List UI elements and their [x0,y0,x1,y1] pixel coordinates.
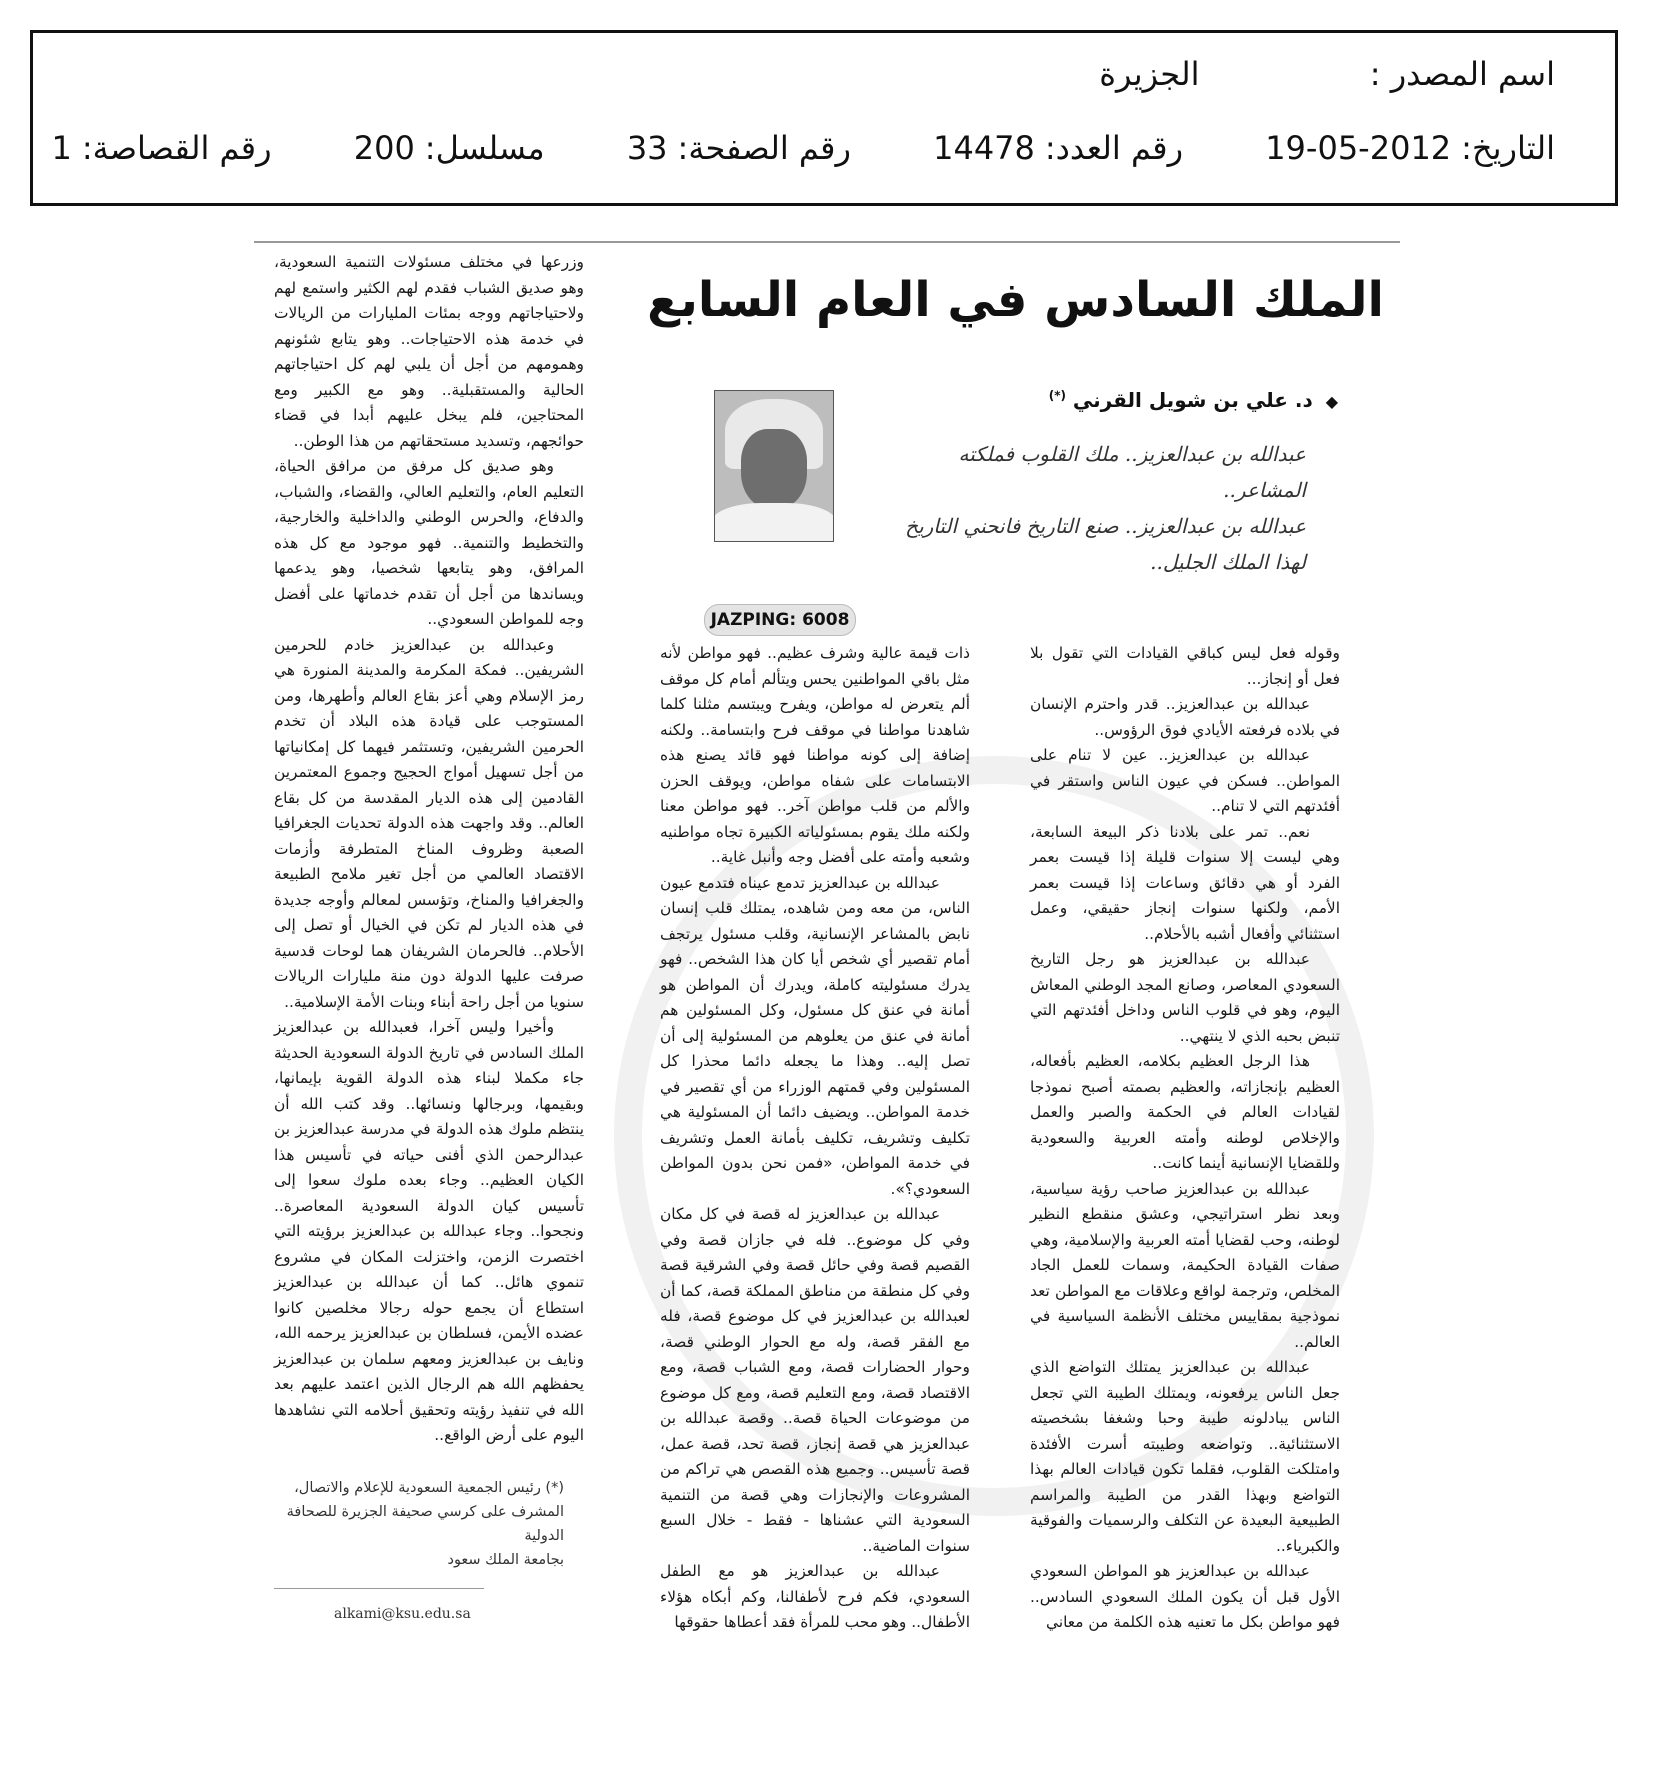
article-column-3 [274,250,584,1449]
paragraph: هذا الرجل العظيم بكلامه، العظيم بأفعاله، العظيم بإنجازاته، والعظيم بصمته أصبح نموذجا لقيادات العالم في الحكمة والصبر والعمل والإخلاص لوطنه وأمته العربية والسعودية وللقضايا الإنسانية أينما كانت.. [1030,1052,1340,1172]
paragraph: نعم.. تمر على بلادنا ذكر البيعة السابعة، وهي ليست إلا سنوات قليلة إذا قيست بعمر الفرد أو هي دقائق وساعات إذا قيست بعمر الأمم، ولكنها سنوات إنجاز حقيقي، وعمل استثنائي وأفعال أشبه بالأحلام.. [1030,822,1340,943]
newspaper-clipping [254,236,1400,1771]
footnote-line: بجامعة الملك سعود [447,1552,564,1568]
article-intro [886,436,1306,580]
article-title: الملك السادس في العام السابع [647,272,1384,328]
paragraph: ذات قيمة عالية وشرف عظيم.. فهو مواطن لأنه مثل باقي المواطنين يحس ويتألم أمام كل موقف ألم يتعرض له مواطن، ويفرح ويبتسم مثلنا كلما شاهدنا مواطنا في موقف فرح وابتسامة.. ولكنه إضافة إلى كونه مواطنا فهو قائد يصنع هذه الابتسامات على شفاه مواطن، ويوقف الحزن والألم من قلب مواطن آخر.. فهو مواطن معنا ولكنه ملك يقوم بمسئولياته الكبيرة تجاه مواطنيه وشعبه وأمته على أفضل وجه وأنبل غاية.. [660,644,970,866]
page-value: 33 [626,129,668,167]
page-item [627,129,851,167]
paragraph: عبدالله بن عبدالعزيز هو المواطن السعودي الأول قبل أن يكون الملك السعودي السادس.. فهو مواطن بكل ما تعنيه هذه الكلمة من معاني [1030,1562,1340,1631]
source-value: الجزيرة [1099,55,1200,93]
details-line [51,129,1555,167]
paragraph: وعبدالله بن عبدالعزيز خادم للحرمين الشريفين.. فمكة المكرمة والمدينة المنورة هي رمز الإسلام وهي أعز بقاع العالم وأطهرها، ومن المستوجب على قيادة هذه البلاد أن تخدم الحرمين الشريفين، وتستثمر فيهما كل إمكانياتها من أجل تسهيل أمواج الحجيج وجموع المعتمرين القادمين إلى هذه الديار المقدسة من كل بقاع العالم.. وقد واجهت هذه الدولة تحديات الجغرافيا الصعبة وظروف المناخ المتطرفة وأزمات الاقتصاد العالمي من أجل تغير ملامح الطبيعة والجغرافيا والمناخ، وتؤسس لمعالم وأوجه جديدة في هذه الديار لم تكن في الخيال أو تصل إلى الأحلام.. فالحرمان الشريفان هما لوحات قدسية صرفت عليها الدولة دون منة مليارات الريالات سنويا من أجل راحة أبناء وبنات الأمة الإسلامية.. [274,635,584,1011]
diamond-icon: ◆ [1325,392,1338,411]
paragraph: عبدالله بن عبدالعزيز هو مع الطفل السعودي، فكم فرح لأطفالنا، وكم أبكاه هؤلاء الأطفال.. وهو محب للمرأة فقد أعطاها حقوقها [660,1562,970,1631]
source-item [1099,55,1555,93]
top-rule [254,241,1400,243]
author-name: د. علي بن شويل القرني [1072,388,1313,412]
jazping-badge: JAZPING: 6008 [704,604,856,636]
author-email: alkami@ksu.edu.sa [334,1606,471,1622]
paragraph: عبدالله بن عبدالعزيز تدمع عيناه فتدمع عيون الناس، من معه ومن شاهده، يمتلك قلب إنسان نابض بالمشاعر الإنسانية، وقلب مسئول يرتجف أمام تقصير أي شخص أيا كان هذا الشخص.. فهو يدرك مسئوليته كاملة، ويدرك أن المواطن هو أمانة في عنق كل مسئول، وكل المسئولين هم أمانة في عنق من يعلوهم من المسئولية إلى أن تصل إليه.. وهذا ما يجعله دائما محذرا كل المسئولين وفي قمتهم الوزراء من أي تقصير في خدمة المواطن.. ويضيف دائما أن المسئولية هي تكليف وتشريف، تكليف بأمانة العمل وتشريف في خدمة المواطن، «فمن نحن بدون المواطن السعودي؟». [660,873,970,1198]
paragraph: عبدالله بن عبدالعزيز يمتلك التواضع الذي جعل الناس يرفعونه، ويمتلك الطيبة التي تجعل الناس يبادلونه طيبة وحبا وشغفا بشخصيته الاستثنائية.. وتواضعه وطيبته أسرت الأفئدة وامتلكت القلوب، فقلما تكون قيادات العالم بهذا التواضع وبهذا القدر من الطيبة والمراسم الطبيعية البعيدة عن التكلف والرسميات والفوقية والكبرياء.. [1030,1358,1340,1555]
serial-label: مسلسل: [424,129,545,167]
footnote-line: المشرف على كرسي صحيفة الجزيرة للصحافة الدولية [286,1504,564,1544]
paragraph: عبدالله بن عبدالعزيز له قصة في كل مكان وفي كل موضوع.. فله في جازان قصة وفي القصيم قصة وفي حائل قصة وفي الشرقية قصة وفي كل منطقة من مناطق المملكة قصة، كما أن لعبدالله بن عبدالعزيز في كل موضوع قصة، فله مع الفقر قصة، وله مع الحوار الوطني قصة، وحوار الحضارات قصة، ومع الشباب قصة، ومع الاقتصاد قصة، ومع التعليم قصة، ومع كل موضوع من موضوعات الحياة قصة.. وقصة عبدالله بن عبدالعزيز هي قصة إنجاز، قصة تحد، قصة عمل، قصة تأسيس.. وجميع هذه القصص هي تراكم من المشروعات والإنجازات وهي قصة من التنمية السعودية التي عشناها - فقط - خلال السبع سنوات الماضية.. [660,1205,970,1555]
serial-value: 200 [353,129,415,167]
source-line [93,55,1555,93]
issue-item [933,129,1183,167]
author-photo [714,390,834,542]
paragraph: وهو صديق كل مرفق من مرافق الحياة، التعليم العام، والتعليم العالي، والقضاء، والشباب، والدفاع، والحرس الوطني والداخلية والخارجية، والتخطيط والتنمية.. فهو موجود مع كل هذه المرافق، وهو يتابعها شخصيا، وهو يدعمها ويساندها من أجل أن تقدم خدماتها على أفضل وجه للمواطن السعودي.. [274,457,584,628]
source-label: اسم المصدر : [1369,55,1555,93]
serial-item [354,129,545,167]
article-column-1 [1030,641,1340,1636]
page-label: رقم الصفحة: [677,129,851,167]
author-mark: (*) [1048,388,1066,403]
shoulders-shape [714,503,834,542]
metadata-box [30,30,1618,206]
author-footnote [274,1476,564,1572]
issue-label: رقم العدد: [1044,129,1184,167]
article-column-2 [660,641,970,1636]
paragraph: عبدالله بن عبدالعزيز صاحب رؤية سياسية، وبعد نظر استراتيجي، وعشق منقطع النظير لوطنه، وحب لقضايا أمته العربية والإسلامية، وهي صفات القيادة الحكيمة، وسمات للعمل الجاد المخلص، وترجمة لواقع وعلاقات مع المواطن تعد نموذجية بمقاييس مختلف الأنظمة السياسية في العالم.. [1030,1179,1340,1351]
paragraph: عبدالله بن عبدالعزيز هو رجل التاريخ السعودي المعاصر، وصانع المجد الوطني المعاش اليوم، وهو في قلوب الناس وداخل أفئدتهم التي تنبض بحبه الذي لا ينتهي.. [1030,950,1340,1045]
paragraph: عبدالله بن عبدالعزيز.. قدر واحترم الإنسان في بلاده فرفعته الأيادي فوق الرؤوس.. [1030,695,1340,739]
footnote-line: (*) رئيس الجمعية السعودية للإعلام والاتصال، [294,1480,564,1496]
intro-line-2: عبدالله بن عبدالعزيز.. صنع التاريخ فانحني التاريخ لهذا الملك الجليل.. [905,514,1306,574]
byline [1049,388,1338,412]
clip-value: 1 [51,129,72,167]
intro-line-1: عبدالله بن عبدالعزيز.. ملك القلوب فملكته المشاعر.. [958,442,1306,502]
date-label: التاريخ: [1461,129,1555,167]
date-item [1265,129,1555,167]
clip-label: رقم القصاصة: [81,129,272,167]
date-value: 2012-05-19 [1265,129,1452,167]
paragraph: وقوله فعل ليس كباقي القيادات التي تقول بلا فعل أو إنجاز... [1030,644,1340,688]
paragraph: وزرعها في مختلف مسئولات التنمية السعودية، وهو صديق الشباب فقدم لهم الكثير واستمع لهم ولاحتياجاتهم ووجه بمئات المليارات من الريالات في خدمة هذه الاحتياجات.. وهو يتابع شئونهم وهمومهم من أجل أن يلبي لهم كل احتياجاتهم الحالية والمستقبلية.. وهو مع الكبير ومع المحتاجين، فلم يبخل عليهم أبدا في قضاء حوائجهم، وتسديد مستحقاتهم من هذا الوطن.. [274,253,584,450]
paragraph: عبدالله بن عبدالعزيز.. عين لا تنام على المواطن.. فسكن في عيون الناس واستقر في أفئدتهم التي لا تنام.. [1030,746,1340,815]
paragraph: وأخيرا وليس آخرا، فعبدالله بن عبدالعزيز الملك السادس في تاريخ الدولة السعودية الحديثة جاء مكملا لبناء هذه الدولة القوية بإيمانها، وبقيمها، وبرجالها ونسائها.. وقد كتب الله أن ينتظم ملوك هذه الدولة في مدرسة عبدالعزيز بن عبدالرحمن الذي أفنى حياته في تأسيس هذا الكيان العظيم.. وجاء بعده ملوك سعوا إلى تأسيس كيان الدولة السعودية المعاصرة.. ونجحوا.. وجاء عبدالله بن عبدالعزيز برؤيته التي اختصرت الزمن، واختزلت المكان في مشروع تنموي هائل.. كما أن عبدالله بن عبدالعزيز استطاع أن يجمع حوله رجالا مخلصين كانوا عضده الأيمن، فسلطان بن عبدالعزيز يرحمه الله، ونايف بن عبدالعزيز ومعهم سلمان بن عبدالعزيز يحفظهم الله هم الرجال الذين اعتمد عليهم بعد الله في تنفيذ رؤيته وتحقيق أحلامه التي نشاهدها اليوم على أرض الواقع.. [274,1018,584,1444]
footnote-rule [274,1588,484,1589]
issue-value: 14478 [933,129,1035,167]
clip-item [52,129,272,167]
face-shape [741,429,807,509]
